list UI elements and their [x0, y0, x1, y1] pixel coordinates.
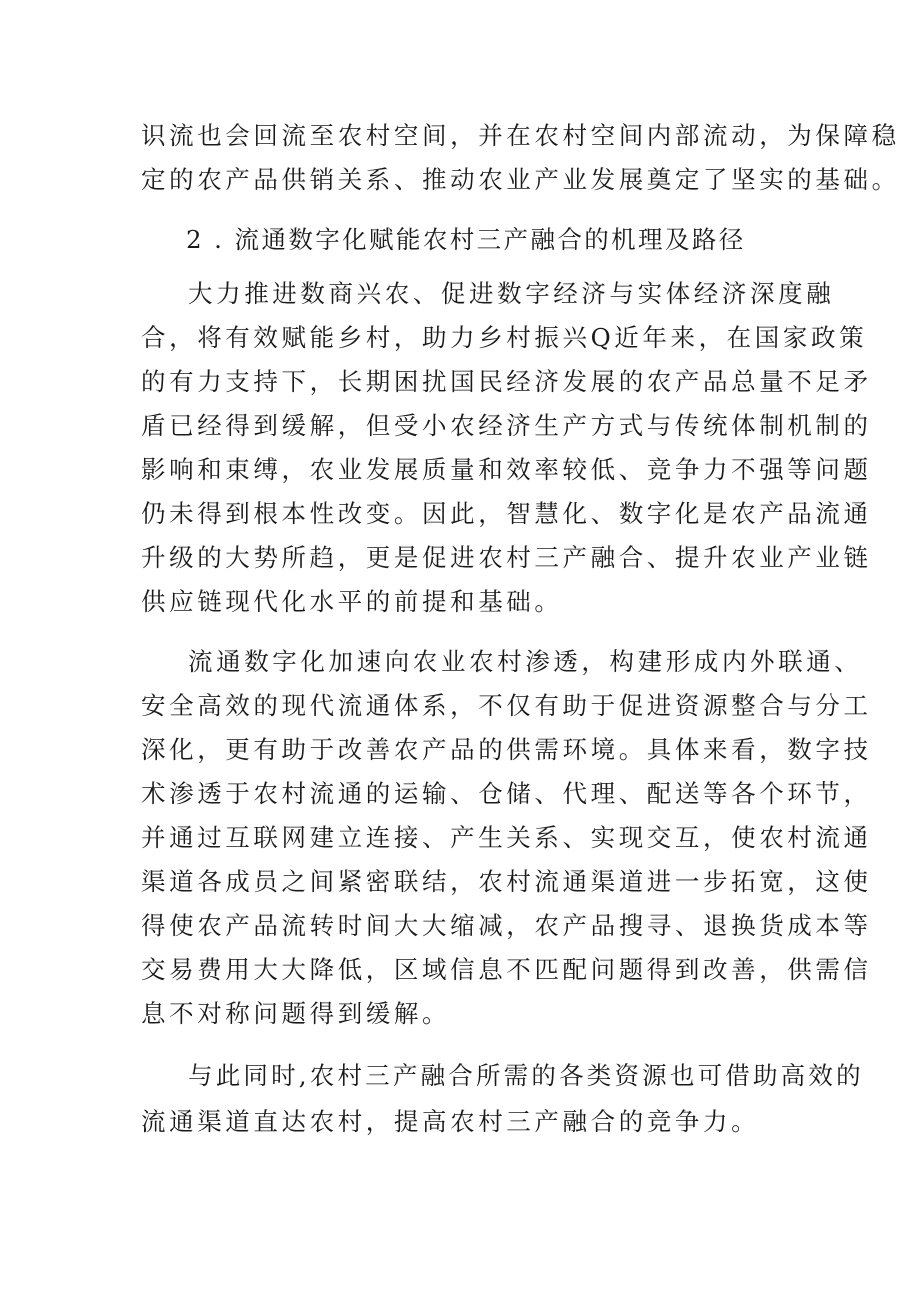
paragraph-line: 仍未得到根本性改变。因此，智慧化、数字化是农产品流通	[141, 499, 872, 528]
paragraph-line: 影响和束缚，农业发展质量和效率较低、竞争力不强等问题	[141, 455, 872, 484]
paragraph-line: 盾已经得到缓解，但受小农经济生产方式与传统体制机制的	[141, 411, 872, 440]
paragraph-line: 合，将有效赋能乡村，助力乡村振兴Q近年来，在国家政策	[141, 323, 868, 352]
paragraph-line: 术渗透于农村流通的运输、仓储、代理、配送等各个环节，	[141, 779, 872, 808]
paragraph-line: 并通过互联网建立连接、产生关系、实现交互，使农村流通	[141, 823, 872, 852]
paragraph-line: 安全高效的现代流通体系，不仅有助于促进资源整合与分工	[141, 691, 872, 720]
paragraph-line: 渠道各成员之间紧密联结，农村流通渠道进一步拓宽，这使	[141, 867, 872, 896]
paragraph-line: 的有力支持下，长期困扰国民经济发展的农产品总量不足矛	[141, 367, 872, 396]
paragraph-line: 流通数字化加速向农业农村渗透，构建形成内外联通、	[188, 647, 863, 676]
paragraph-line: 息不对称问题得到缓解。	[141, 999, 451, 1028]
paragraph-line: 与此同时,农村三产融合所需的各类资源也可借助高效的	[188, 1061, 864, 1090]
paragraph-line: 大力推进数商兴农、促进数字经济与实体经济深度融	[188, 279, 835, 308]
paragraph-line: 得使农产品流转时间大大缩减，农产品搜寻、退换货成本等	[141, 911, 872, 940]
paragraph-line: 交易费用大大降低，区域信息不匹配问题得到改善，供需信	[141, 955, 872, 984]
paragraph-line: 流通渠道直达农村，提高农村三产融合的竞争力。	[141, 1107, 760, 1136]
paragraph-line: 供应链现代化水平的前提和基础。	[141, 587, 563, 616]
paragraph-line: 识流也会回流至农村空间，并在农村空间内部流动，为保障稳	[141, 121, 900, 150]
paragraph-line: 定的农产品供销关系、推动农业产业发展奠定了坚实的基础。	[141, 165, 900, 194]
section-heading: 2 . 流通数字化赋能农村三产融合的机理及路径	[186, 225, 746, 254]
paragraph-line: 升级的大势所趋，更是促进农村三产融合、提升农业产业链	[141, 543, 872, 572]
paragraph-line: 深化，更有助于改善农产品的供需环境。具体来看，数字技	[141, 735, 872, 764]
